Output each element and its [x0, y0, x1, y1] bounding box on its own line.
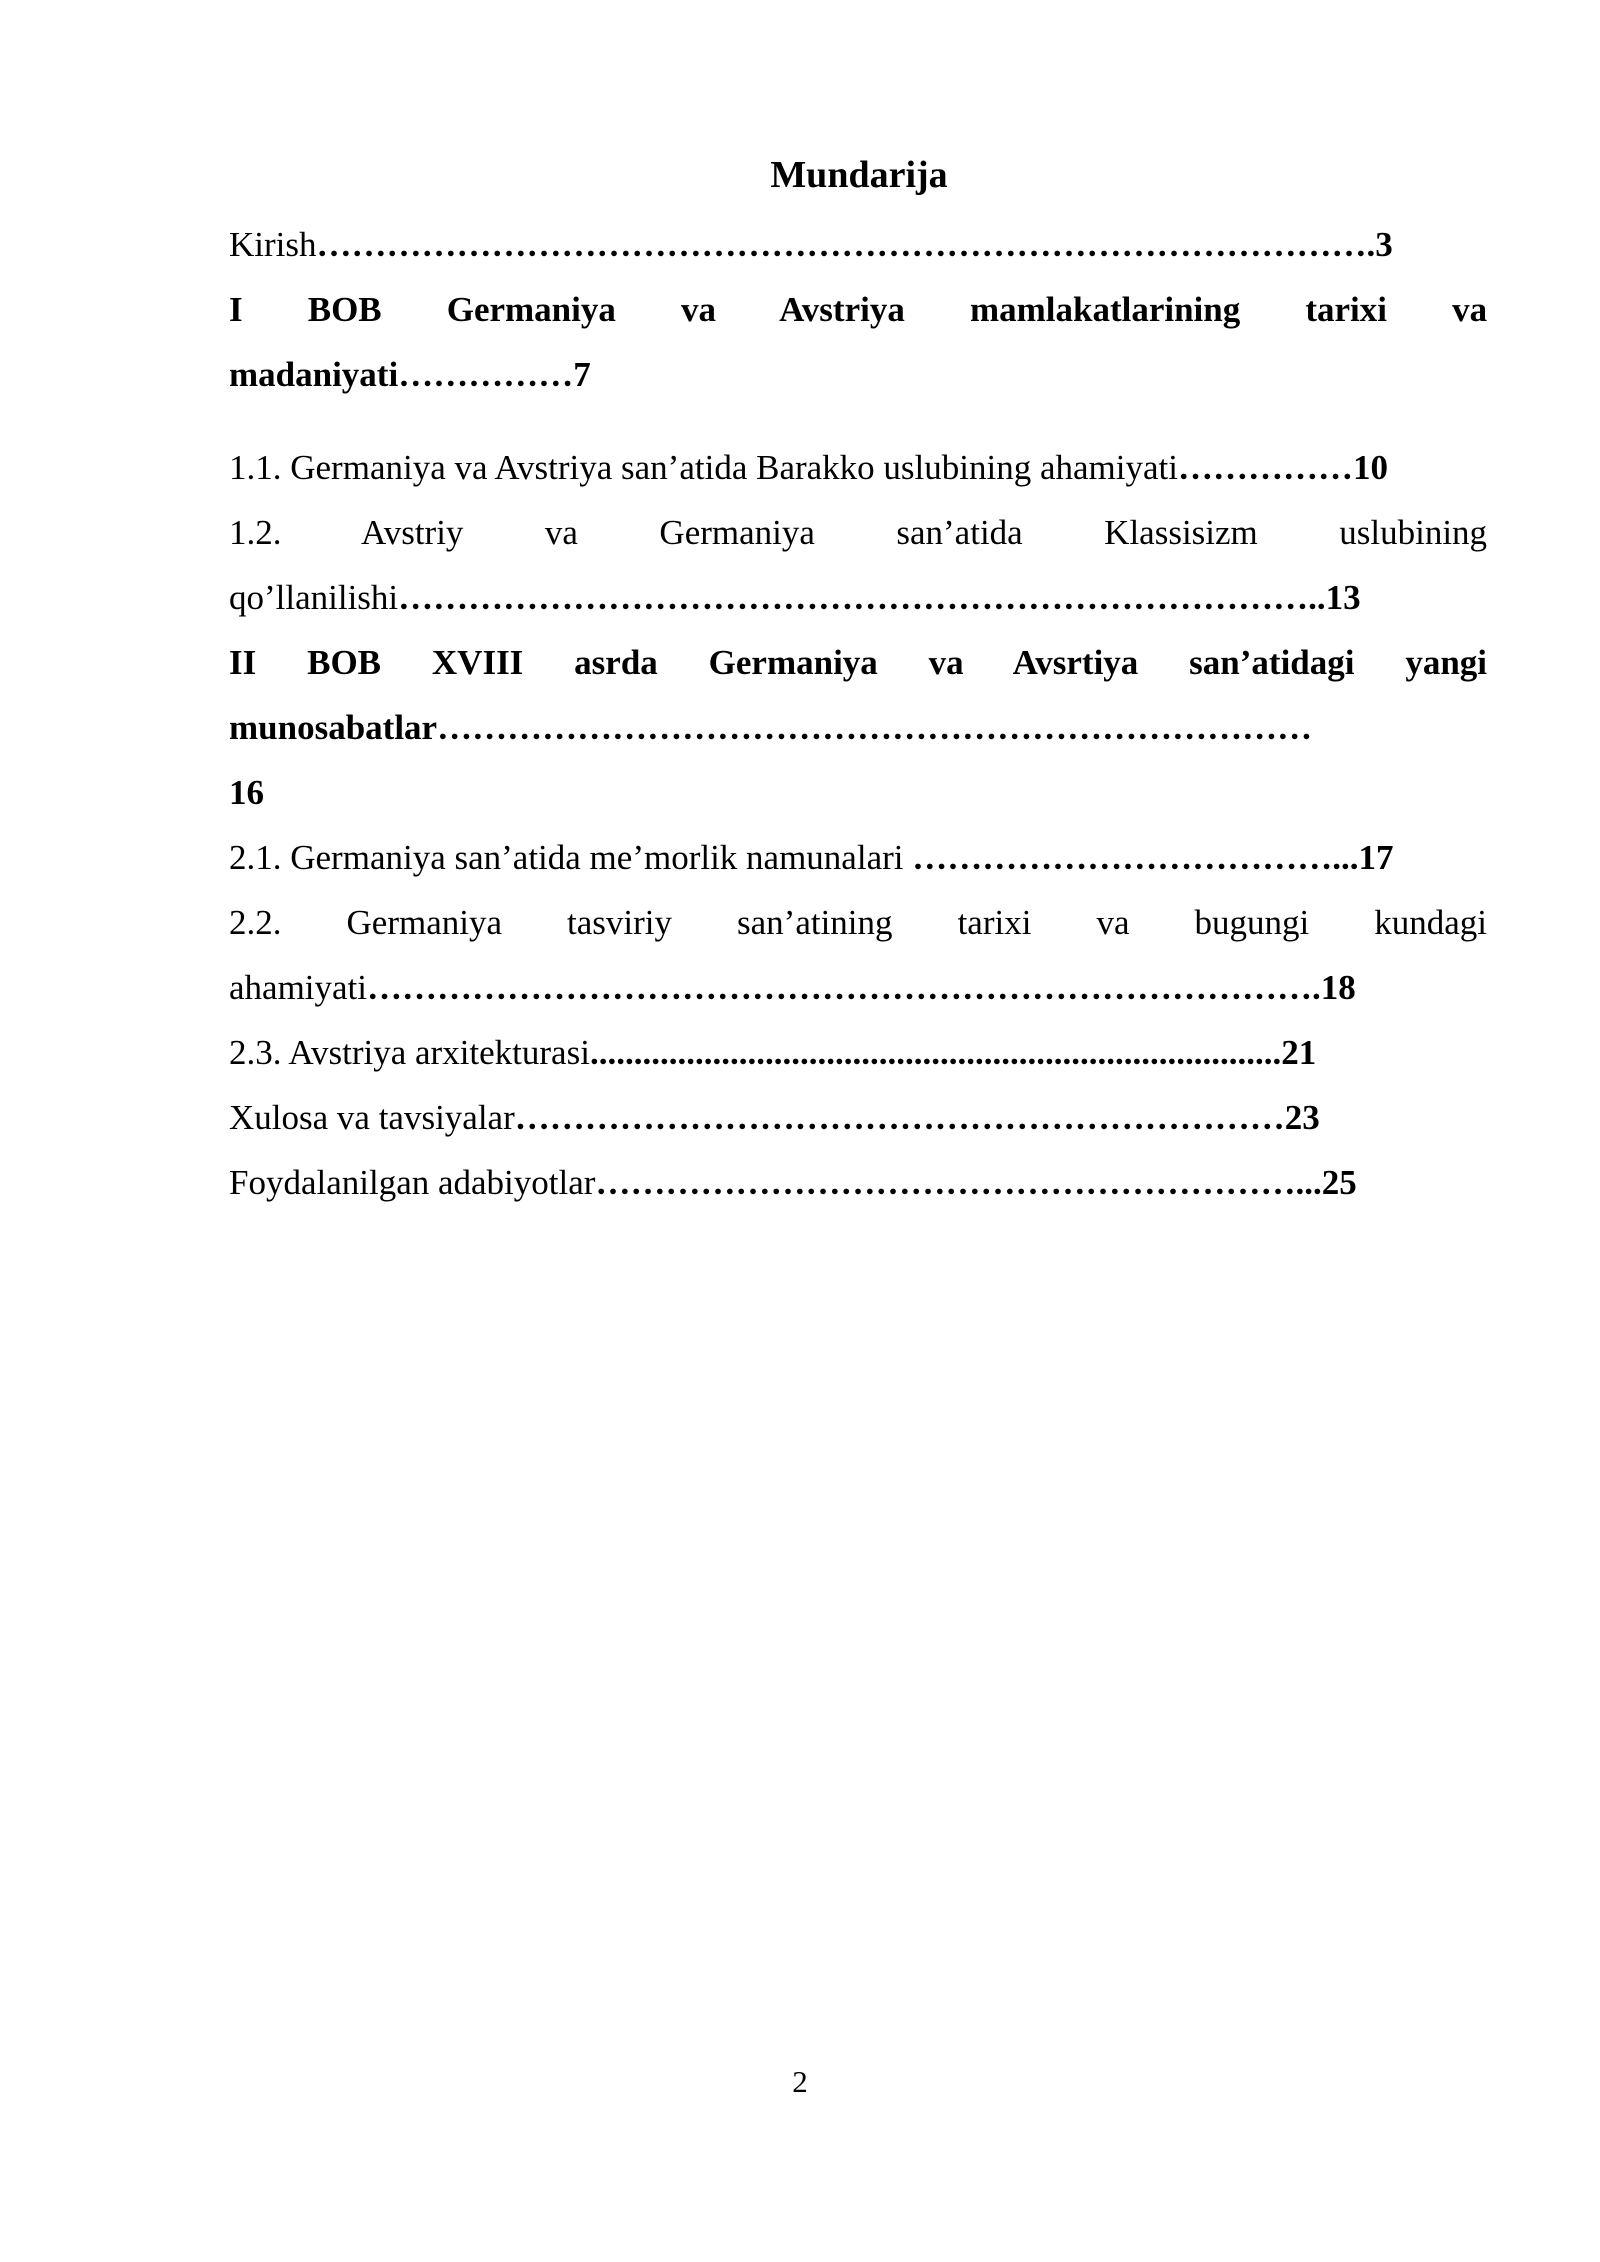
word: XVIII	[431, 643, 524, 682]
word: 1.2.	[229, 513, 282, 552]
toc-entry-kirish	[229, 212, 1487, 277]
toc-entry-text: Foydalanilgan adabiyotlar	[229, 1163, 596, 1202]
word: kundagi	[1374, 903, 1487, 942]
word: san’atining	[737, 903, 893, 942]
toc-chapter-2-line-1	[229, 630, 1487, 695]
word: va	[928, 643, 964, 682]
toc-entry-1-1	[229, 435, 1487, 500]
toc-entry-adabiyotlar	[229, 1150, 1487, 1215]
toc-entry-text: Xulosa va tavsiyalar	[229, 1098, 515, 1137]
toc-entry-text: 2.3. Avstriya arxitekturasi	[229, 1033, 590, 1072]
toc-entry-1-2-line-2	[229, 565, 1487, 630]
toc-entry-1-2-line-1	[229, 500, 1487, 565]
page-title: Mundarija	[770, 154, 948, 196]
spacer	[229, 407, 1487, 435]
toc-chapter-2-page: 16	[229, 773, 264, 812]
toc-entry-leader: ……………………………………………………………………….18	[367, 968, 1356, 1007]
word: yangi	[1405, 643, 1487, 682]
word: bugungi	[1194, 903, 1310, 942]
toc-entry-text: ahamiyati	[229, 968, 368, 1007]
toc-entry-2-3	[229, 1020, 1487, 1085]
toc-chapter-1-line-2: madaniyati……………7	[229, 355, 591, 394]
toc-entry-leader: ……………………………………………………………………………….3	[316, 225, 1393, 264]
word: Avstriya	[779, 290, 905, 329]
toc-entry-leader: ……………………………………………………...25	[595, 1163, 1357, 1202]
toc-entry-2-1	[229, 825, 1487, 890]
toc-entry-2-2-line-1	[229, 890, 1487, 955]
toc-entry-text: Kirish	[229, 225, 317, 264]
word: tarixi	[1305, 290, 1387, 329]
toc-chapter-1-line-1	[229, 277, 1487, 342]
toc-entry-leader: ………………………………...17	[912, 838, 1394, 877]
word: va	[1096, 903, 1130, 942]
word: BOB	[307, 290, 382, 329]
word: Klassisizm	[1104, 513, 1258, 552]
word: II	[229, 643, 257, 682]
toc-entry-xulosa	[229, 1085, 1487, 1150]
word: va	[680, 290, 716, 329]
word: va	[544, 513, 578, 552]
table-of-contents	[229, 148, 1487, 1215]
toc-entry-text: 1.1. Germaniya va Avstriya san’atida Barakko uslubining ahamiyati	[229, 448, 1178, 487]
toc-entry-text: 2.1. Germaniya san’atida me’morlik namunalari	[229, 838, 913, 877]
page-number: 2	[792, 2064, 808, 2099]
word: Germaniya	[446, 290, 616, 329]
word: san’atida	[896, 513, 1023, 552]
toc-entry-leader: …………………………………………………………23	[514, 1098, 1320, 1137]
word: I	[229, 290, 243, 329]
word: Avstriy	[361, 513, 464, 552]
toc-entry-leader: ……………………………………………………………………..13	[398, 578, 1361, 617]
word: mamlakatlarining	[969, 290, 1241, 329]
toc-entry-text: qo’llanilishi	[229, 578, 399, 617]
word: uslubining	[1339, 513, 1487, 552]
word: asrda	[574, 643, 658, 682]
word: Avsrtiya	[1012, 643, 1139, 682]
word: san’atidagi	[1189, 643, 1355, 682]
word: tasviriy	[567, 903, 672, 942]
word: va	[1452, 290, 1487, 329]
word: BOB	[307, 643, 382, 682]
toc-chapter-2-line-2: munosabatlar…………………………………………………………………	[229, 708, 1313, 747]
toc-entry-leader: ...............................................................................21	[589, 1033, 1317, 1072]
word: 2.2.	[229, 903, 282, 942]
word: Germaniya	[659, 513, 815, 552]
word: Germaniya	[708, 643, 878, 682]
toc-entry-2-2-line-2	[229, 955, 1487, 1020]
word: Germaniya	[346, 903, 502, 942]
word: tarixi	[957, 903, 1032, 942]
toc-entry-leader: ……………10	[1177, 448, 1388, 487]
